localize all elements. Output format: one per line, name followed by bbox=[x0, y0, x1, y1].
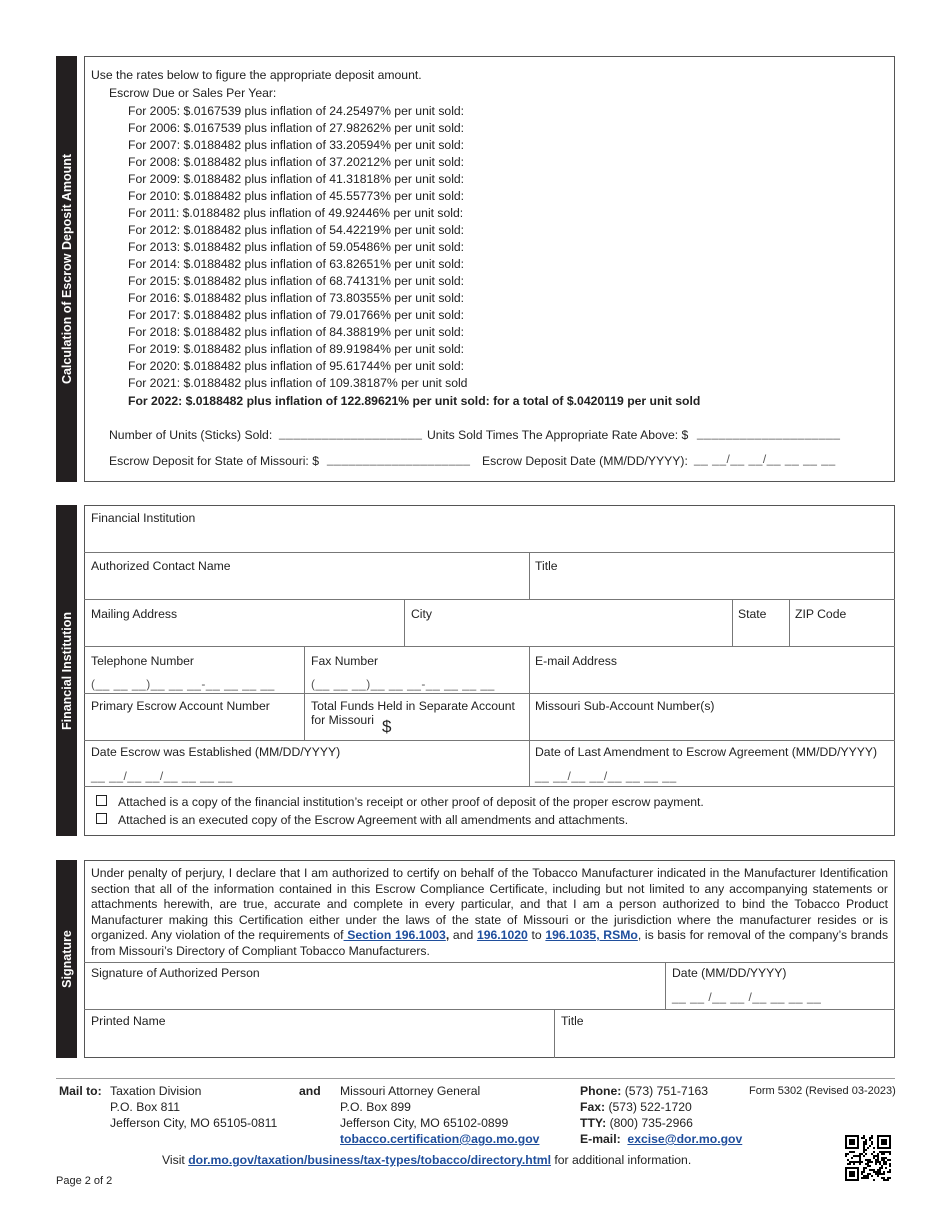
escrow-deposit-label: Escrow Deposit for State of Missouri: $ bbox=[109, 454, 319, 468]
fax-line: Fax: (573) 522-1720 bbox=[580, 1100, 692, 1114]
date-established-label: Date Escrow was Established (MM/DD/YYYY) bbox=[91, 745, 341, 759]
total-funds-dollar[interactable]: $ bbox=[382, 717, 392, 736]
date-established-field[interactable]: __ __/__ __/__ __ __ __ bbox=[91, 769, 233, 783]
escrow-intro: Use the rates below to figure the appropriate deposit amount. bbox=[91, 68, 422, 82]
email-line: E-mail: excise@dor.mo.gov bbox=[580, 1132, 743, 1146]
divider bbox=[304, 646, 305, 740]
mail-to-label: Mail to: bbox=[59, 1084, 102, 1098]
address-line: P.O. Box 811 bbox=[110, 1100, 181, 1114]
email-address-field[interactable]: E-mail Address bbox=[535, 654, 617, 668]
qr-code-icon[interactable] bbox=[845, 1135, 891, 1181]
address-line: Taxation Division bbox=[110, 1084, 202, 1098]
escrow-deposit-date-label: Escrow Deposit Date (MM/DD/YYYY): bbox=[482, 454, 688, 468]
perjury-declaration: Under penalty of perjury, I declare that I am authorized to certify on behalf of the Tobacco Manufacturer indicated in the Manufacturer Identification section that all of the information contained in this Escrow Compliance Certificate, including but not limited to any accompanying statements or attachments herewith, are true, accurate and complete in every particular, and that I am a person authorized to bind the Tobacco Product Manufacturer making this Certification either under the laws of the state of Missouri or the jurisdiction where the manufacturer resides or is organized. Any violation of the requirements of Section 196.1003, and 196.1020 to 196.1035, RSMo, is basis for removal of the company’s brands from Missouri’s Directory of Compliant Tobacco Manufacturers. bbox=[91, 866, 889, 958]
zip-code-field[interactable]: ZIP Code bbox=[795, 607, 847, 621]
footer-rule bbox=[56, 1078, 895, 1079]
ago-email-link[interactable]: tobacco.certification@ago.mo.gov bbox=[340, 1132, 540, 1146]
agreement-checkbox-label: Attached is an executed copy of the Escrow Agreement with all amendments and attachments. bbox=[118, 813, 629, 827]
divider bbox=[529, 740, 530, 786]
phone-line: Phone: (573) 751-7163 bbox=[580, 1084, 709, 1098]
primary-account-field[interactable]: Primary Escrow Account Number bbox=[91, 699, 270, 713]
units-times-rate-label: Units Sold Times The Appropriate Rate Above: $ bbox=[427, 428, 689, 442]
agreement-checkbox[interactable] bbox=[96, 813, 107, 824]
divider bbox=[84, 962, 895, 963]
units-sold-field[interactable]: ____________________ bbox=[279, 426, 423, 440]
rate-line: For 2017: $.0188482 plus inflation of 79.01766% per unit sold: bbox=[128, 308, 465, 322]
rate-line: For 2013: $.0188482 plus inflation of 59.05486% per unit sold: bbox=[128, 240, 465, 254]
escrow-deposit-date-field[interactable]: __ __/__ __/__ __ __ __ bbox=[694, 452, 836, 466]
divider bbox=[529, 646, 530, 740]
divider bbox=[84, 740, 895, 741]
escrow-side-label: Calculation of Escrow Deposit Amount bbox=[56, 56, 77, 482]
address-line: Jefferson City, MO 65102-0899 bbox=[340, 1116, 509, 1130]
divider bbox=[404, 599, 405, 646]
rate-line: For 2018: $.0188482 plus inflation of 84.38819% per unit sold: bbox=[128, 325, 465, 339]
section-196-1020-link[interactable]: 196.1020 bbox=[476, 928, 528, 943]
rate-line: For 2020: $.0188482 plus inflation of 95.61744% per unit sold: bbox=[128, 359, 465, 373]
directory-link[interactable]: dor.mo.gov/taxation/business/tax-types/tobacco/directory.html bbox=[188, 1153, 551, 1167]
telephone-field[interactable]: (__ __ __)__ __ __-__ __ __ __ bbox=[91, 677, 275, 691]
rate-line: For 2011: $.0188482 plus inflation of 49.92446% per unit sold: bbox=[128, 206, 464, 220]
section-196-1035-link[interactable]: 196.1035, RSMo bbox=[545, 928, 638, 943]
rate-line: For 2006: $.0167539 plus inflation of 27.98262% per unit sold: bbox=[128, 121, 465, 135]
divider bbox=[84, 786, 895, 787]
rate-line: For 2008: $.0188482 plus inflation of 37.20212% per unit sold: bbox=[128, 155, 465, 169]
visit-line: Visit dor.mo.gov/taxation/business/tax-types/tobacco/directory.html for additional information. bbox=[162, 1153, 692, 1167]
page-number: Page 2 of 2 bbox=[56, 1175, 113, 1187]
receipt-checkbox[interactable] bbox=[96, 795, 107, 806]
state-field[interactable]: State bbox=[738, 607, 767, 621]
date-amendment-field[interactable]: __ __/__ __/__ __ __ __ bbox=[535, 769, 677, 783]
total-funds-label-line2: for Missouri bbox=[311, 713, 374, 727]
units-times-rate-field[interactable]: ____________________ bbox=[697, 426, 841, 440]
divider bbox=[84, 693, 895, 694]
divider bbox=[665, 962, 666, 1009]
rate-line: For 2007: $.0188482 plus inflation of 33.20594% per unit sold: bbox=[128, 138, 465, 152]
signature-field[interactable]: Signature of Authorized Person bbox=[91, 966, 260, 980]
rate-line: For 2016: $.0188482 plus inflation of 73.80355% per unit sold: bbox=[128, 291, 465, 305]
fax-field[interactable]: (__ __ __)__ __ __-__ __ __ __ bbox=[311, 677, 495, 691]
fax-label: Fax Number bbox=[311, 654, 379, 668]
divider bbox=[789, 599, 790, 646]
address-line: P.O. Box 899 bbox=[340, 1100, 411, 1114]
divider bbox=[84, 599, 895, 600]
printed-name-field[interactable]: Printed Name bbox=[91, 1014, 166, 1028]
financial-side-label: Financial Institution bbox=[56, 505, 77, 836]
signature-side-label: Signature bbox=[56, 860, 77, 1058]
rate-line: For 2009: $.0188482 plus inflation of 41.31818% per unit sold: bbox=[128, 172, 465, 186]
rate-line: For 2014: $.0188482 plus inflation of 63.82651% per unit sold: bbox=[128, 257, 465, 271]
address-line: Missouri Attorney General bbox=[340, 1084, 481, 1098]
city-field[interactable]: City bbox=[411, 607, 432, 621]
escrow-subheading: Escrow Due or Sales Per Year: bbox=[109, 86, 277, 100]
date-amendment-label: Date of Last Amendment to Escrow Agreement (MM/DD/YYYY) bbox=[535, 745, 878, 759]
signer-title-field[interactable]: Title bbox=[561, 1014, 584, 1028]
signature-date-label: Date (MM/DD/YYYY) bbox=[672, 966, 787, 980]
telephone-label: Telephone Number bbox=[91, 654, 194, 668]
section-196-1003-link[interactable]: Section 196.1003 bbox=[343, 928, 446, 943]
excise-email-link[interactable]: excise@dor.mo.gov bbox=[627, 1132, 743, 1146]
tty-line: TTY: (800) 735-2966 bbox=[580, 1116, 693, 1130]
rate-line: For 2005: $.0167539 plus inflation of 24.25497% per unit sold: bbox=[128, 104, 465, 118]
divider bbox=[84, 646, 895, 647]
signature-date-field[interactable]: __ __ /__ __ /__ __ __ __ bbox=[672, 990, 822, 1004]
rate-line: For 2010: $.0188482 plus inflation of 45.55773% per unit sold: bbox=[128, 189, 465, 203]
divider bbox=[84, 552, 895, 553]
contact-title-field[interactable]: Title bbox=[535, 559, 558, 573]
divider bbox=[529, 552, 530, 599]
sub-account-field[interactable]: Missouri Sub-Account Number(s) bbox=[535, 699, 715, 713]
receipt-checkbox-label: Attached is a copy of the financial institution’s receipt or other proof of deposit of the proper escrow payment. bbox=[118, 795, 704, 809]
and-text: and bbox=[299, 1084, 321, 1098]
units-sold-label: Number of Units (Sticks) Sold: bbox=[109, 428, 273, 442]
divider bbox=[554, 1009, 555, 1058]
authorized-contact-field[interactable]: Authorized Contact Name bbox=[91, 559, 231, 573]
rate-2022: For 2022: $.0188482 plus inflation of 122.89621% per unit sold: for a total of $.0420119 per unit sold bbox=[128, 394, 701, 408]
total-funds-label: Total Funds Held in Separate Account bbox=[311, 699, 515, 713]
financial-institution-field[interactable]: Financial Institution bbox=[91, 511, 196, 525]
mailing-address-field[interactable]: Mailing Address bbox=[91, 607, 178, 621]
rate-line: For 2015: $.0188482 plus inflation of 68.74131% per unit sold: bbox=[128, 274, 465, 288]
rate-line: For 2012: $.0188482 plus inflation of 54.42219% per unit sold: bbox=[128, 223, 465, 237]
rate-line: For 2021: $.0188482 plus inflation of 109.38187% per unit sold bbox=[128, 376, 468, 390]
divider bbox=[732, 599, 733, 646]
form-number: Form 5302 (Revised 03-2023) bbox=[749, 1085, 896, 1097]
divider bbox=[84, 1009, 895, 1010]
rate-line: For 2019: $.0188482 plus inflation of 89.91984% per unit sold: bbox=[128, 342, 465, 356]
address-line: Jefferson City, MO 65105-0811 bbox=[110, 1116, 278, 1130]
escrow-deposit-field[interactable]: ____________________ bbox=[327, 452, 471, 466]
